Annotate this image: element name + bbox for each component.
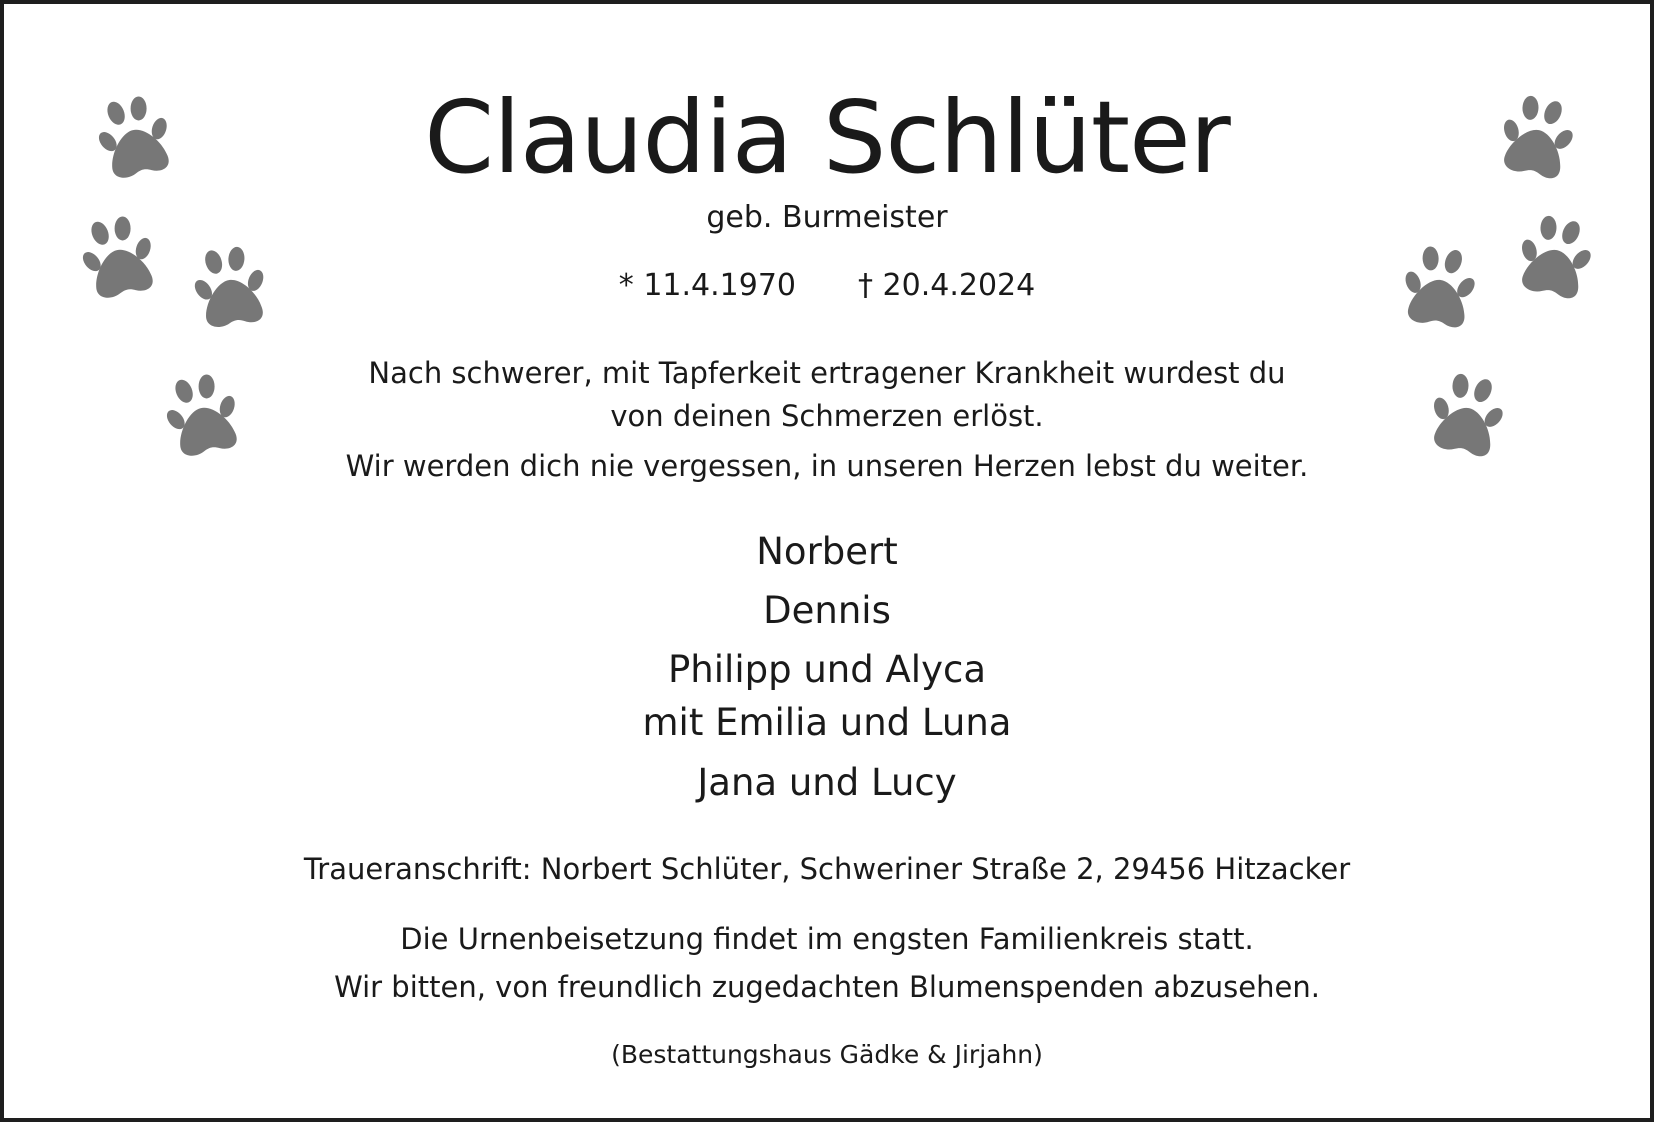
maiden-name: geb. Burmeister	[706, 200, 948, 235]
mourner-name: Jana und Lucy	[697, 761, 957, 804]
message-line: Nach schwerer, mit Tapferkeit ertragener Krankheit wurdest du	[368, 356, 1286, 390]
funeral-note: Die Urnenbeisetzung findet im engsten Familienkreis statt.	[400, 922, 1254, 956]
deceased-name: Claudia Schlüter	[424, 79, 1230, 196]
mourning-address: Traueranschrift: Norbert Schlüter, Schweriner Straße 2, 29456 Hitzacker	[303, 852, 1351, 886]
birth-date: * 11.4.1970	[618, 268, 796, 303]
mourner-name: Dennis	[763, 589, 891, 632]
message-line: Wir werden dich nie vergessen, in unseren Herzen lebst du weiter.	[345, 449, 1309, 483]
death-date: † 20.4.2024	[858, 268, 1036, 303]
mourner-name: Norbert	[756, 530, 898, 573]
undertaker-credit: (Bestattungshaus Gädke & Jirjahn)	[611, 1040, 1043, 1069]
mourner-name: Philipp und Alyca	[668, 648, 986, 691]
life-dates	[0, 268, 1654, 304]
mourner-name: mit Emilia und Luna	[642, 701, 1012, 744]
message-line: von deinen Schmerzen erlöst.	[610, 399, 1044, 433]
funeral-note: Wir bitten, von freundlich zugedachten Blumenspenden abzusehen.	[334, 970, 1320, 1004]
